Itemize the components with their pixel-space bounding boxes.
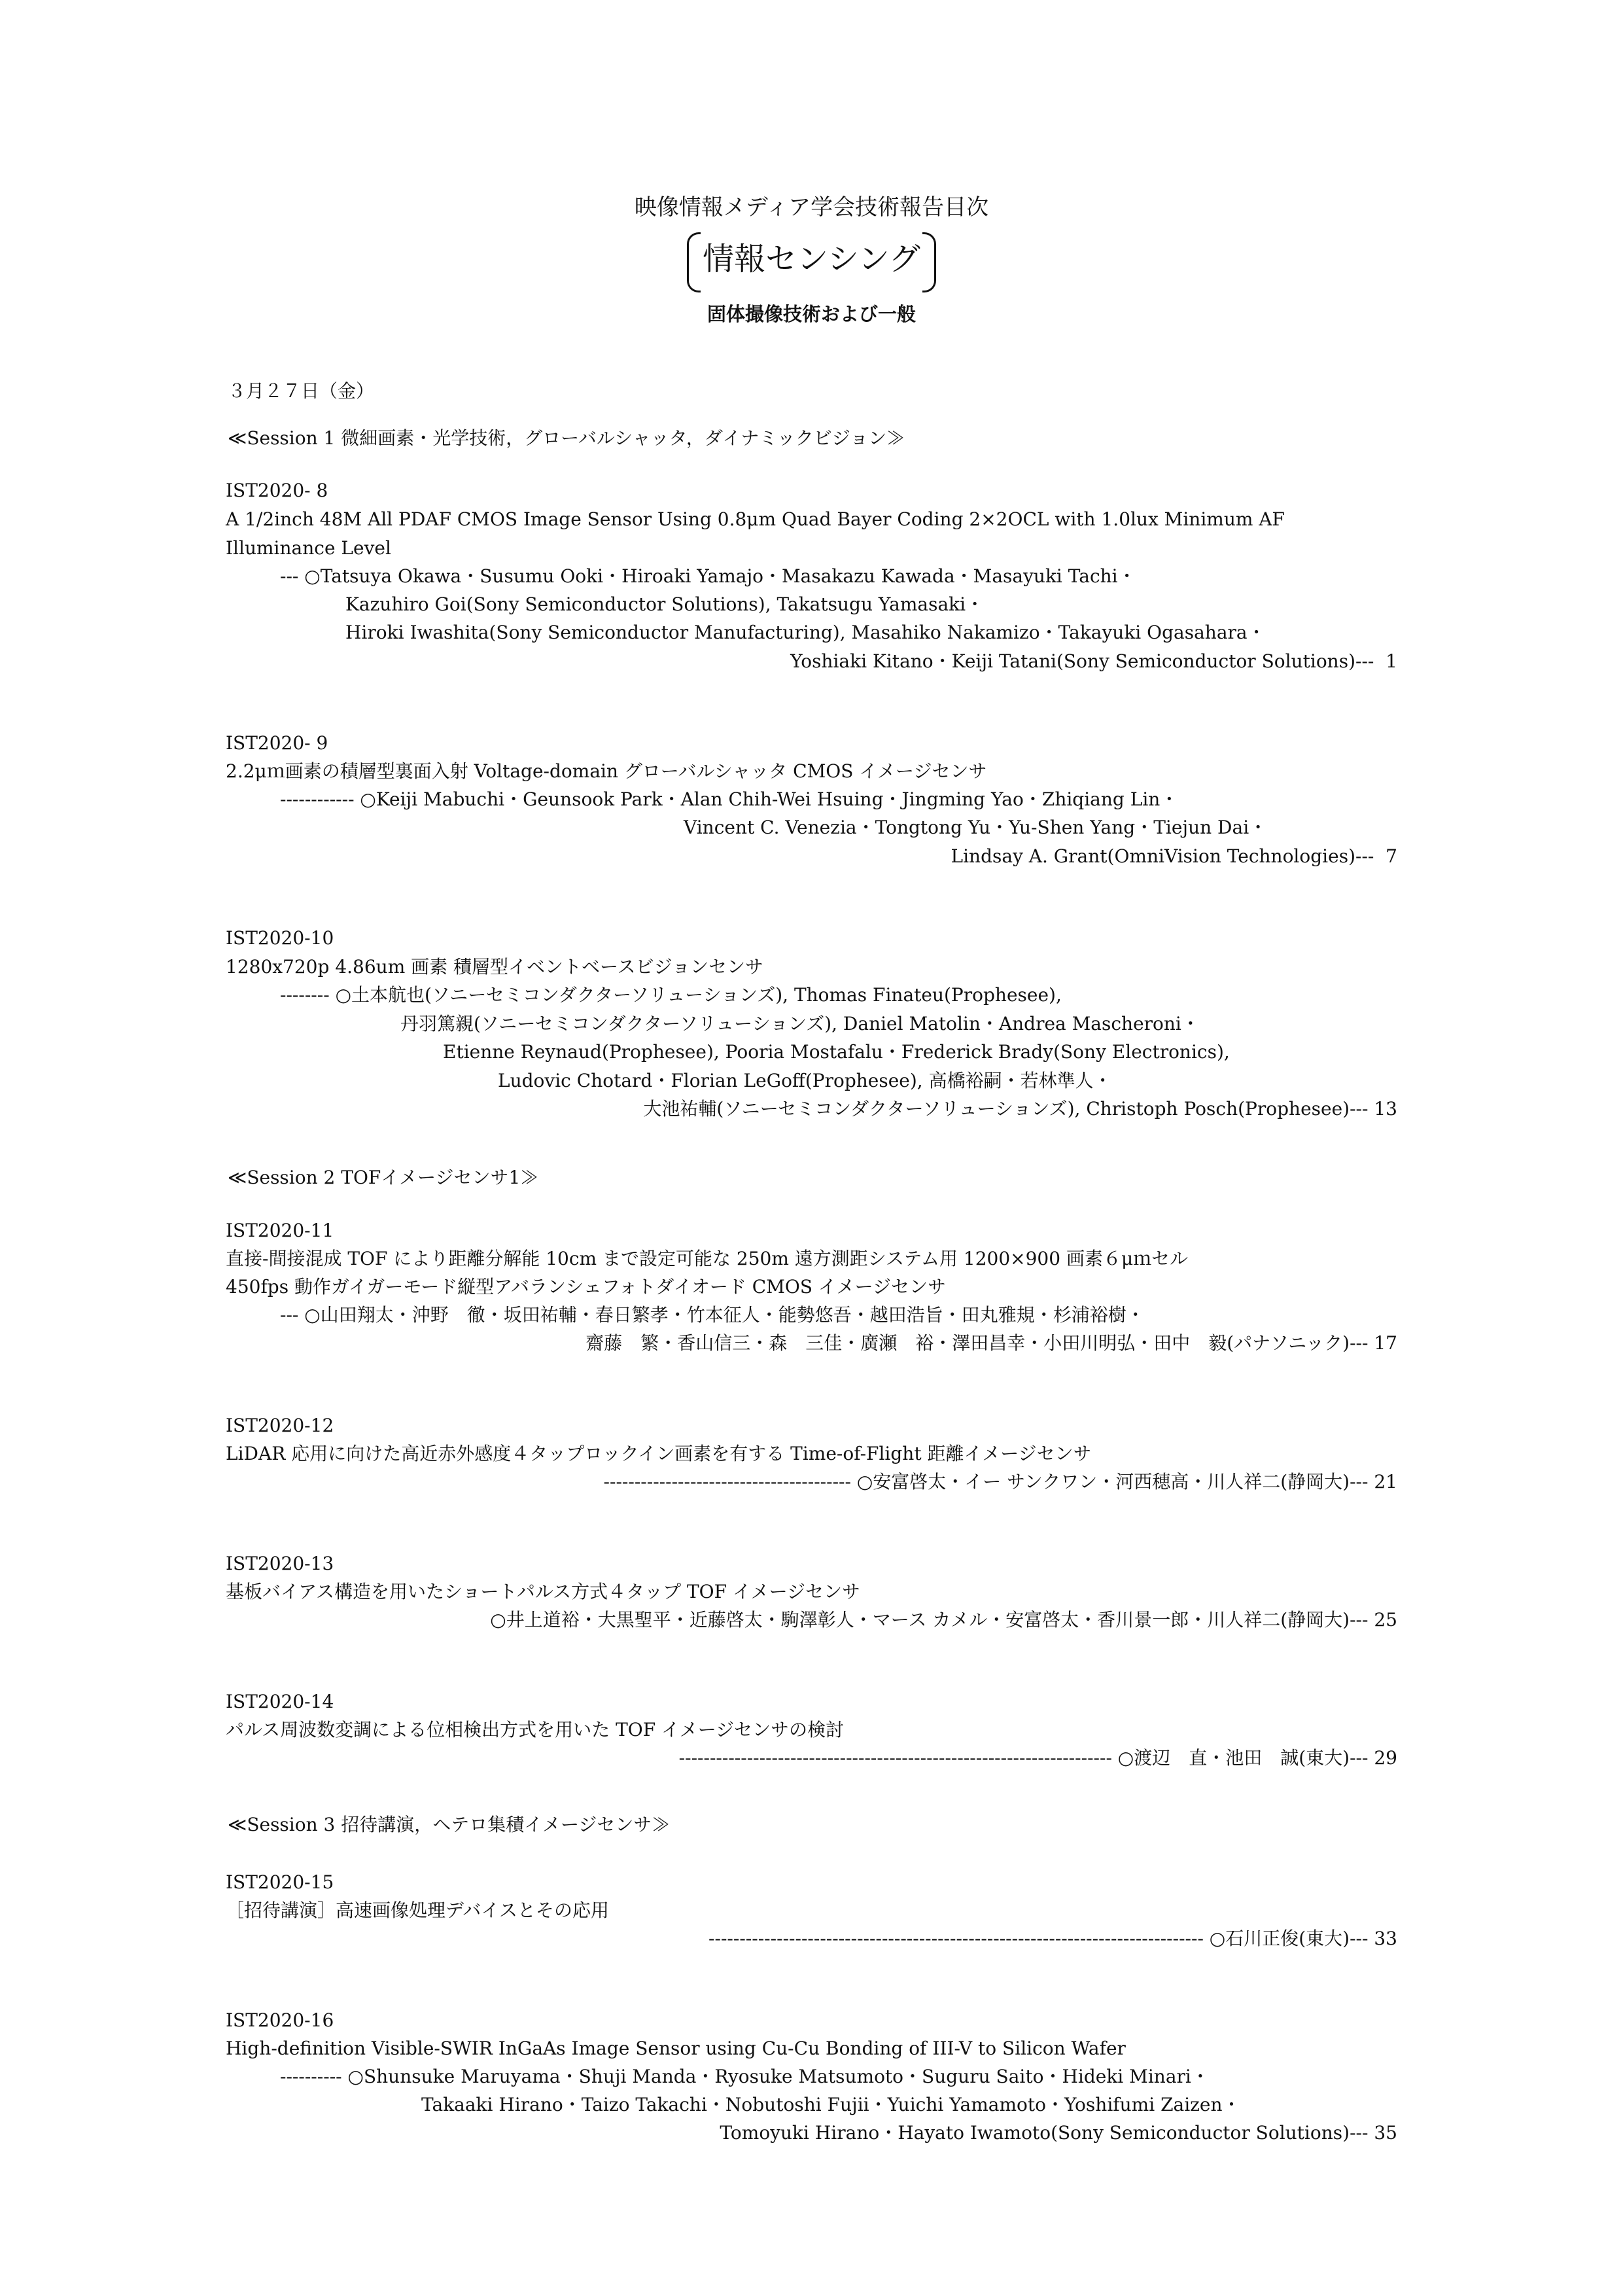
- paper-authors-page: Tomoyuki Hirano・Hayato Iwamoto(Sony Semiconductor Solutions)--- 35: [720, 2122, 1397, 2144]
- paper-id: IST2020-12: [226, 1415, 334, 1436]
- paper-id: IST2020-15: [226, 1871, 334, 1893]
- paper-authors: Kazuhiro Goi(Sony Semiconductor Solutions), Takatsugu Yamasaki・: [345, 593, 985, 615]
- session-date: ３月２７日（金）: [228, 380, 375, 402]
- report-header-title: 映像情報メディア学会技術報告目次: [634, 194, 989, 221]
- report-subtitle: 情報センシング: [703, 241, 920, 277]
- paper-authors-page: Yoshiaki Kitano・Keiji Tatani(Sony Semiconductor Solutions)--- 1: [790, 650, 1397, 672]
- paper-authors-page: ---------------------------------------------------------------------- ○渡辺 直・池田 誠(東大)--- 29: [678, 1747, 1397, 1769]
- paper-authors: ------------ ○Keiji Mabuchi・Geunsook Park・Alan Chih-Wei Hsuing・Jingming Yao・Zhiqiang Lin・: [280, 788, 1179, 810]
- paper-authors: Takaaki Hirano・Taizo Takachi・Nobutoshi Fujii・Yuichi Yamamoto・Yoshifumi Zaizen・: [421, 2094, 1241, 2115]
- paper-id: IST2020-13: [226, 1553, 334, 1574]
- paper-id: IST2020-10: [226, 927, 334, 949]
- report-category: 固体撮像技術および一般: [707, 303, 916, 325]
- paper-authors: ---------- ○Shunsuke Maruyama・Shuji Manda・Ryosuke Matsumoto・Suguru Saito・Hideki Minari・: [280, 2066, 1210, 2087]
- right-bracket: [922, 232, 936, 292]
- paper-id: IST2020-11: [226, 1220, 334, 1241]
- paper-authors: --- ○Tatsuya Okawa・Susumu Ooki・Hiroaki Yamajo・Masakazu Kawada・Masayuki Tachi・: [280, 565, 1136, 587]
- paper-authors: 丹羽篤親(ソニーセミコンダクターソリューションズ), Daniel Matolin・Andrea Mascheroni・: [400, 1013, 1200, 1034]
- session-title: ≪Session 3 招待講演，ヘテロ集積イメージセンサ≫: [228, 1814, 671, 1835]
- session-title: ≪Session 1 微細画素・光学技術，グローバルシャッタ，ダイナミックビジョン≫: [228, 427, 905, 449]
- paper-title: パルス周波数変調による位相検出方式を用いた TOF イメージセンサの検討: [226, 1719, 845, 1740]
- paper-authors: --- ○山田翔太・沖野 徹・坂田祐輔・春日繁孝・竹本征人・能勢悠吾・越田浩旨・田丸雅規・杉浦裕樹・: [280, 1304, 1145, 1326]
- paper-authors-page: Lindsay A. Grant(OmniVision Technologies)--- 7: [951, 845, 1397, 867]
- paper-authors-page: 大池祐輔(ソニーセミコンダクターソリューションズ), Christoph Posch(Prophesee)--- 13: [643, 1098, 1397, 1120]
- paper-title: 基板バイアス構造を用いたショートパルス方式４タップ TOF イメージセンサ: [226, 1581, 861, 1602]
- paper-id: IST2020- 8: [226, 480, 328, 501]
- paper-title: 直接-間接混成 TOF により距離分解能 10cm まで設定可能な 250m 遠方測距システム用 1200×900 画素６μｍセル: [226, 1248, 1189, 1269]
- paper-authors-page: ○井上道裕・大黒聖平・近藤啓太・駒澤彰人・マース カメル・安富啓太・香川景一郎・川人祥二(静岡大)--- 25: [490, 1609, 1397, 1631]
- paper-title: A 1/2inch 48M All PDAF CMOS Image Sensor Using 0.8μm Quad Bayer Coding 2×2OCL with 1.0lux Minimum AF: [226, 508, 1285, 530]
- paper-title: 1280x720p 4.86um 画素 積層型イベントベースビジョンセンサ: [226, 956, 764, 978]
- paper-title: 450fps 動作ガイガーモード縦型アバランシェフォトダイオード CMOS イメージセンサ: [226, 1276, 947, 1298]
- paper-title: High-definition Visible-SWIR InGaAs Image Sensor using Cu-Cu Bonding of III-V to Silicon Wafer: [226, 2038, 1126, 2059]
- paper-title: ［招待講演］高速画像処理デバイスとその応用: [226, 1899, 610, 1921]
- paper-authors: Vincent C. Venezia・Tongtong Yu・Yu-Shen Yang・Tiejun Dai・: [684, 817, 1268, 838]
- session-title: ≪Session 2 TOFイメージセンサ1≫: [228, 1167, 539, 1188]
- paper-authors-page: ---------------------------------------- ○安富啓太・イー サンクワン・河西穂高・川人祥二(静岡大)--- 21: [603, 1471, 1397, 1492]
- paper-authors-page: 齋藤 繁・香山信三・森 三佳・廣瀬 裕・澤田昌幸・小田川明弘・田中 毅(パナソニック)--- 17: [585, 1332, 1397, 1354]
- paper-id: IST2020-14: [226, 1691, 334, 1712]
- paper-id: IST2020- 9: [226, 732, 328, 754]
- paper-title: Illuminance Level: [226, 537, 391, 559]
- paper-authors: -------- ○土本航也(ソニーセミコンダクターソリューションズ), Thomas Finateu(Prophesee),: [280, 984, 1062, 1006]
- paper-id: IST2020-16: [226, 2009, 334, 2031]
- paper-authors: Hiroki Iwashita(Sony Semiconductor Manufacturing), Masahiko Nakamizo・Takayuki Ogasahara・: [345, 622, 1266, 643]
- paper-authors: Etienne Reynaud(Prophesee), Pooria Mostafalu・Frederick Brady(Sony Electronics),: [443, 1041, 1230, 1063]
- paper-authors: Ludovic Chotard・Florian LeGoff(Prophesee), 高橋裕嗣・若林準人・: [498, 1070, 1112, 1091]
- paper-title: 2.2μｍ画素の積層型裏面入射 Voltage-domain グローバルシャッタ CMOS イメージセンサ: [226, 760, 987, 782]
- paper-authors-page: -------------------------------------------------------------------------------- ○石川正俊(東大)--- 33: [708, 1928, 1397, 1949]
- paper-title: LiDAR 応用に向けた高近赤外感度４タップロックイン画素を有する Time-of-Flight 距離イメージセンサ: [226, 1443, 1092, 1464]
